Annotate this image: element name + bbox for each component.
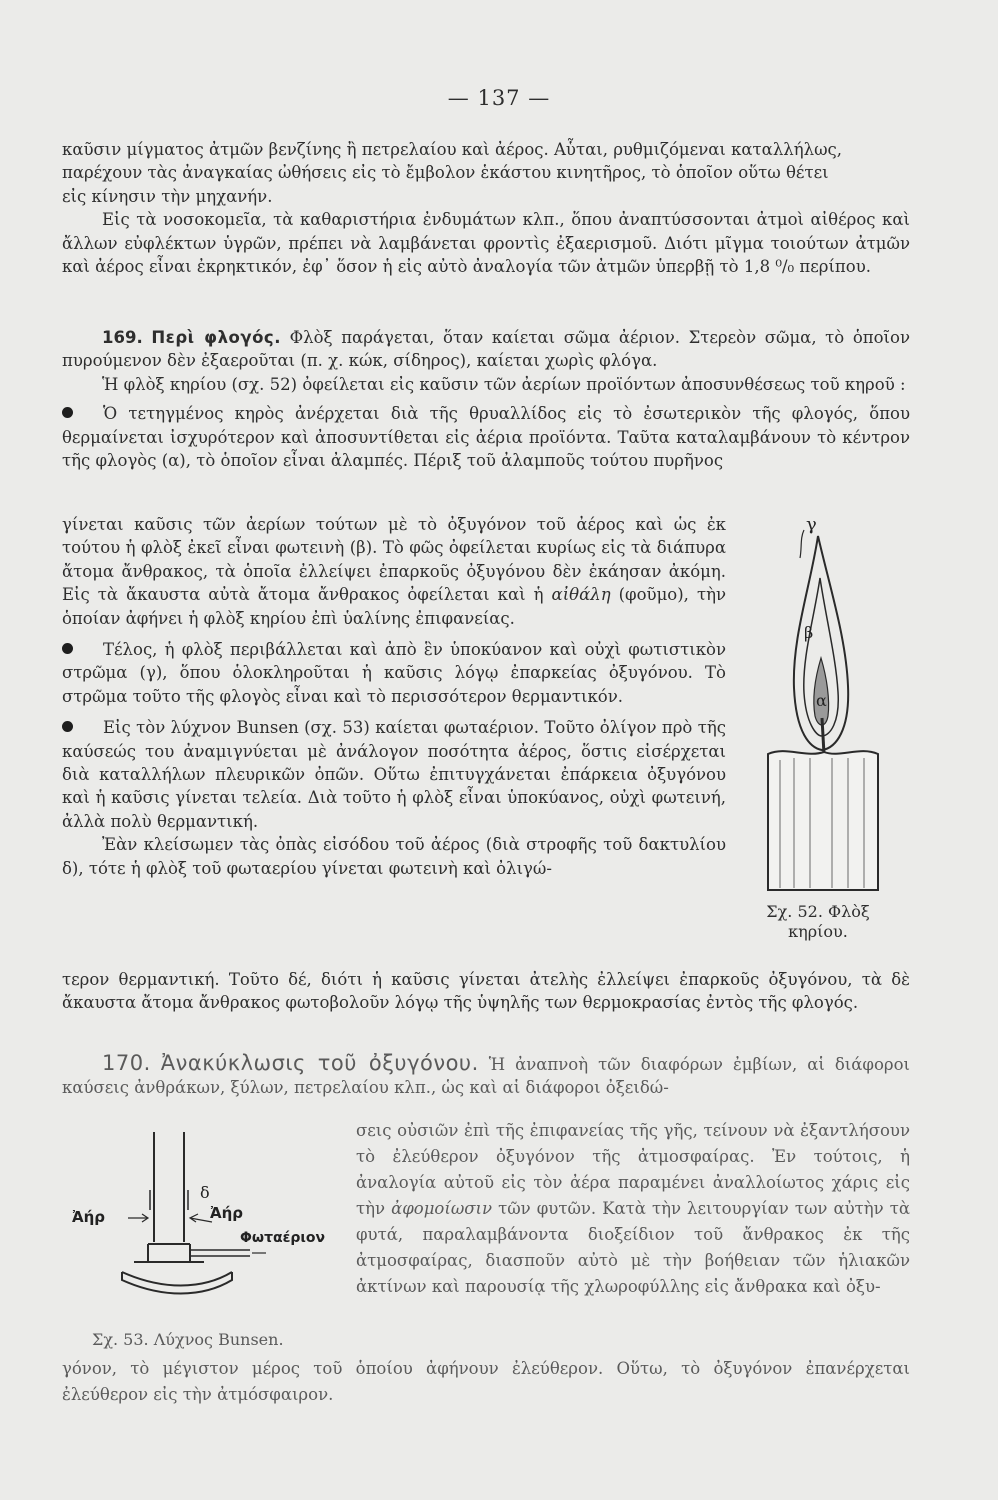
label-air-right: Ἀήρ xyxy=(210,1204,244,1222)
gas-inlet xyxy=(190,1250,250,1256)
figure-52-caption: Σχ. 52. Φλὸξ κηρίου. xyxy=(766,902,870,941)
intro-paragraph-2: Εἰς τὰ νοσοκομεῖα, τὰ καθαριστήρια ἐνδυμάτων κλπ., ὅπου ἀναπτύσσονται ἀτμοὶ αἰθέρος καὶ ἄλλων εὐφλέκτων ὑγρῶν, πρέπει νὰ λαμβάνεται φροντὶς ἐξαερισμοῦ. Διότι μῖγμα τοιούτων ἀτμῶν καὶ ἀέρος εἶναι ἐκρηκτικόν, ἐφ᾽ ὅσον ἡ εἰς αὐτὸ ἀναλογία τῶν ἀτμῶν ὑπερβῇ τὸ 1,8 ⁰/₀ περίπου. xyxy=(62,210,910,277)
section-170-block xyxy=(62,1052,910,1100)
section-169-number: 169. xyxy=(102,328,143,347)
label-beta: β xyxy=(804,623,814,642)
bullet-icon xyxy=(62,721,73,732)
section-169-text: Φλὸξ παράγεται, ὅταν καίεται σῶμα ἀέριον. Στερεὸν σῶμα, τὸ ὁποῖον πυρούμενον δὲν ἐξαεροῦται (π. χ. κώκ, σίδηρος), καίεται χωρὶς φλόγα. xyxy=(62,328,910,371)
section-170-text-cont-2: τῶν φυτῶν. Κατὰ τὴν λειτουργίαν των αὐτὴν τὰ φυτά, παραλαμβάνοντα διοξείδιον τοῦ ἄνθρακος ἐκ τῆς ἀτμοσφαίρας, διασποῦν αὐτὸ μὲ τὴν βοήθειαν τῶν ἡλιακῶν ἀκτίνων καὶ παρουσίᾳ τῆς χλωροφύλλης εἰς ἄνθρακα καὶ ὀξυ- xyxy=(356,1199,910,1296)
intro-block xyxy=(62,138,910,278)
figure-53-caption: Σχ. 53. Λύχνος Bunsen. xyxy=(92,1330,284,1349)
section-169-paragraph-3-cont: γίνεται καῦσις τῶν ἀερίων τούτων μὲ τὸ ὀξυγόνον τοῦ ἀέρος καὶ ὡς ἐκ τούτου ἡ φλὸξ ἐκεῖ εἶναι φωτεινὴ (β). Τὸ φῶς ὀφείλεται κυρίως εἰς τὰ διάπυρα ἄτομα ἄνθρακος, τὰ ὁποῖα ἐλλείψει ἐπαρκοῦς ὀξυγόνου δὲν ἐκάησαν ἀκόμη. Εἰς τὰ ἄκαυστα αὐτὰ ἄτομα ἄνθρακος ὀφείλεται καὶ ἡ xyxy=(62,515,726,605)
section-169-paragraph-6-cont: τερον θερμαντική. Τοῦτο δέ, διότι ἡ καῦσις γίνεται ἀτελὴς ἐλλείψει ἐπαρκοῦς ὀξυγόνου, τὰ δὲ ἄκαυστα ἄτομα ἄνθρακος φωτοβολοῦν λόγῳ τῆς ὑψηλῆς των θερμοκρασίας ἐντὸς τῆς φλογός. xyxy=(62,970,910,1013)
section-169-paragraph-5: Εἰς τὸν λύχνον Bunsen (σχ. 53) καίεται φωταέριον. Τοῦτο ὀλίγον πρὸ τῆς καύσεώς του ἀναμιγνύεται μὲ ἀνάλογον ποσότητα ἀέρος, ὅστις εἰσέρχεται διὰ καταλλήλων πλευρικῶν ὀπῶν. Οὕτω ἐπιτυγχάνεται ἐπάρκεια ὀξυγόνου καὶ ἡ καῦσις γίνεται τελεία. Διὰ τοῦτο ἡ φλὸξ εἶναι ὑποκύανος, οὐχὶ φωτεινή, ἀλλὰ πολὺ θερμαντική. xyxy=(62,718,726,831)
page-number: — 137 — xyxy=(447,86,551,110)
section-170-title: Ἀνακύκλωσις τοῦ ὀξυγόνου. xyxy=(160,1051,479,1075)
section-170-text-cont: σεις οὐσιῶν ἐπὶ τῆς ἐπιφανείας τῆς γῆς, τείνουν νὰ ἐξαντλήσουν τὸ ἐλεύθερον ὀξυγόνον τῆς ἀτμοσφαίρας. Ἐν τούτοις, ἡ ἀναλογία αὐτοῦ εἰς τὸν ἀέρα παραμένει ἀναλλοίωτος χάρις εἰς τὴν xyxy=(356,1121,910,1218)
candle-body xyxy=(768,751,878,890)
intro-line-3: εἰς κίνησιν τὴν μηχανήν. xyxy=(62,186,273,206)
section-169-paragraph-6: Ἐὰν κλείσωμεν τὰς ὀπὰς εἰσόδου τοῦ ἀέρος (διὰ στροφῆς τοῦ δακτυλίου δ), τότε ἡ φλὸξ τοῦ φωταερίου γίνεται φωτεινὴ καὶ ὀλιγώ- xyxy=(62,835,726,878)
section-169-paragraph-3: Ὁ τετηγμένος κηρὸς ἀνέρχεται διὰ τῆς θρυαλλίδος εἰς τὸ ἐσωτερικὸν τῆς φλογός, ὅπου θερμαίνεται ἰσχυρότερον καὶ ἀποσυντίθεται εἰς ἀέρια προϊόντα. Ταῦτα καταλαμβάνουν τὸ κέντρον τῆς φλογὸς (α), τὸ ὁποῖον εἶναι ἀλαμπές. Πέριξ τοῦ ἀλαμποῦς τούτου πυρῆνος xyxy=(62,404,910,471)
section-170-narrow-block xyxy=(356,1118,910,1300)
bunsen-burner-figure xyxy=(72,1122,342,1322)
bullet-icon xyxy=(62,643,73,654)
candle-wick xyxy=(822,718,824,754)
section-169-paragraph-4: Τέλος, ἡ φλὸξ περιβάλλεται καὶ ἀπὸ ἓν ὑποκύανον καὶ οὐχὶ φωτιστικὸν στρῶμα (γ), ὅπου ὁλοκληροῦται ἡ καῦσις λόγῳ ἐπαρκείας ὀξυγόνου. Τὸ στρῶμα τοῦτο τῆς φλογὸς εἶναι καὶ τὸ περισσότερον θερμαντικόν. xyxy=(62,640,726,706)
burner-tube xyxy=(154,1132,184,1242)
section-170-number: 170. xyxy=(102,1051,151,1075)
section-169-block xyxy=(62,326,910,472)
label-gas: Φωταέριον xyxy=(240,1230,326,1246)
intro-line-1: καῦσιν μίγματος ἀτμῶν βενζίνης ἢ πετρελαίου καὶ ἀέρος. Αὗται, ρυθμιζόμεναι καταλλήλως, xyxy=(62,140,843,159)
label-delta: δ xyxy=(200,1183,210,1202)
burner-base xyxy=(134,1244,204,1262)
section-169-paragraph-3-tail: (φοῦμο), τὴν ὁποίαν ἀφήνει ἡ φλὸξ κηρίου ἐπὶ ὑαλίνης ἐπιφανείας. xyxy=(62,585,727,628)
aithali-term: αἰθάλη xyxy=(551,585,611,605)
section-170-text-tail: γόνον, τὸ μέγιστον μέρος τοῦ ὁποίου ἀφήνουν ἐλεύθερον. Οὕτω, τὸ ὀξυγόνον ἐπανέρχεται ἐλεύθερον εἰς τὴν ἀτμόσφαιρον. xyxy=(62,1359,910,1404)
section-170-tail-block xyxy=(62,1356,910,1408)
bullet-icon xyxy=(62,407,73,418)
intro-line-2: παρέχουν τὰς ἀναγκαίας ὠθήσεις εἰς τὸ ἔμβολον ἑκάστου κινητῆρος, τὸ ὁποῖον οὕτω θέτει xyxy=(62,163,829,183)
afomoiosis-term: ἀφομοίωσιν xyxy=(391,1199,493,1218)
section-169-narrow-block xyxy=(62,513,726,880)
label-alpha: α xyxy=(816,691,827,710)
label-air-left: Ἀήρ xyxy=(72,1208,106,1226)
label-gamma: γ xyxy=(806,514,817,535)
section-170-text: Ἡ ἀναπνοὴ τῶν διαφόρων ἐμβίων, αἱ διάφοροι καύσεις ἀνθράκων, ξύλων, πετρελαίου κλπ., ὡς καὶ αἱ διάφοροι ὀξειδώ- xyxy=(62,1055,910,1098)
candle-figure xyxy=(760,514,890,898)
section-169-paragraph-2: Ἡ φλὸξ κηρίου (σχ. 52) ὀφείλεται εἰς καῦσιν τῶν ἀερίων προϊόντων ἀποσυνθέσεως τοῦ κηροῦ : xyxy=(102,374,906,394)
section-169-tail-block xyxy=(62,968,910,1015)
section-169-title: Περὶ φλογός. xyxy=(151,328,281,347)
